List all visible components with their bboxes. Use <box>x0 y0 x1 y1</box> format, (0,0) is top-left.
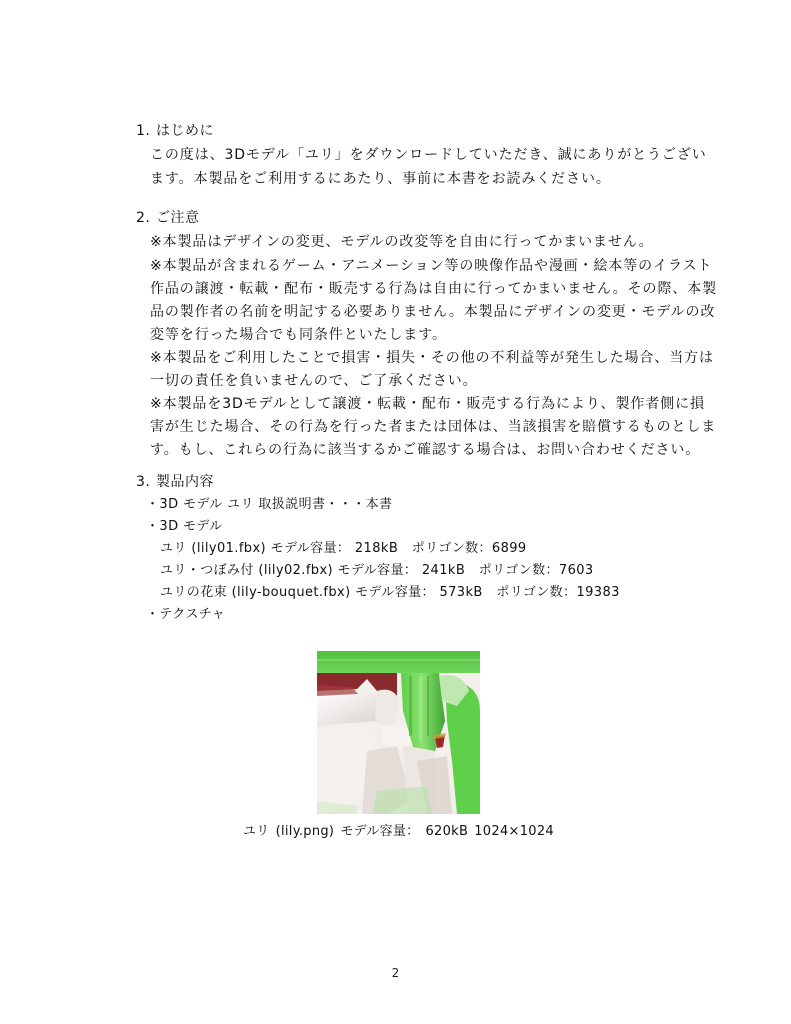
section-number: 3. <box>136 474 151 490</box>
polygon-count: 19383 <box>576 585 620 600</box>
texture-dimensions: 1024×1024 <box>474 824 554 839</box>
model-size-label: モデル容量： <box>337 563 418 578</box>
paragraph-line: ます。本製品をご利用するにあたり、事前に本書をお読みください。 <box>150 171 611 187</box>
paragraph-line: 一切の責任を負いませんので、ご了承ください。 <box>150 373 478 389</box>
model-size: 573kB <box>439 585 483 600</box>
texture-preview-image <box>317 651 480 814</box>
texture-size: 620kB <box>425 824 469 839</box>
model-name: ユリ・つぼみ付 <box>160 563 254 578</box>
model-entry-lily01 <box>160 539 527 559</box>
section-heading-contents <box>136 472 214 492</box>
section-number: 2. <box>136 210 151 226</box>
paragraph-line: 害が生じた場合、その行為を行った者または団体は、当該損害を賠償するものとしま <box>150 419 717 435</box>
page-number: 2 <box>391 966 400 980</box>
model-name: ユリ <box>160 541 187 556</box>
section-title: はじめに <box>156 123 214 139</box>
content-list-item-manual: ・3D モデル ユリ 取扱説明書・・・本書 <box>146 497 393 512</box>
paragraph-line: 変等を行った場合でも同条件といたします。 <box>150 327 447 343</box>
section-title: ご注意 <box>156 210 200 226</box>
paragraph-line: ※本製品が含まれるゲーム・アニメーション等の映像作品や漫画・絵本等のイラスト <box>150 258 713 274</box>
texture-file: (lily.png) <box>275 824 335 839</box>
paragraph-line: す。もし、これらの行為に該当するかご確認する場合は、お問い合わせください。 <box>150 442 701 458</box>
paragraph-line: 作品の譲渡・転載・配布・販売する行為は自由に行ってかまいません。その際、本製 <box>150 281 718 297</box>
paragraph-line: 品の製作者の名前を明記する必要ありません。本製品にデザインの変更・モデルの改 <box>150 304 716 320</box>
polygon-label: ポリゴン数： <box>478 563 559 578</box>
section-number: 1. <box>136 123 151 139</box>
paragraph-line: ※本製品を3Dモデルとして譲渡・転載・配布・販売する行為により、製作者側に損 <box>150 396 705 412</box>
polygon-count: 7603 <box>558 563 594 578</box>
section-heading-introduction <box>136 121 214 141</box>
paragraph-line: ※本製品をご利用したことで損害・損失・その他の不利益等が発生した場合、当方は <box>150 350 714 366</box>
texture-size-label: モデル容量： <box>340 824 420 839</box>
polygon-count: 6899 <box>491 541 527 556</box>
section-title: 製品内容 <box>156 474 214 490</box>
model-size-label: モデル容量： <box>270 541 351 556</box>
content-list-item-texture: ・テクスチャ <box>146 607 226 622</box>
texture-name: ユリ <box>243 824 270 839</box>
polygon-label: ポリゴン数： <box>496 585 577 600</box>
model-size: 218kB <box>354 541 399 556</box>
model-file: (lily01.fbx) <box>191 541 267 556</box>
texture-caption <box>0 822 791 842</box>
model-name: ユリの花束 <box>160 585 228 600</box>
model-file: (lily02.fbx) <box>258 563 334 578</box>
model-file: (lily-bouquet.fbx) <box>231 585 351 600</box>
model-entry-lily02 <box>160 561 594 581</box>
model-size: 241kB <box>421 563 466 578</box>
polygon-label: ポリゴン数： <box>411 541 492 556</box>
model-size-label: モデル容量： <box>355 585 435 600</box>
section-heading-notice <box>136 208 200 228</box>
paragraph-line: ※本製品はデザインの変更、モデルの改変等を自由に行ってかまいません。 <box>150 234 654 250</box>
content-list-item-3d-model: ・3D モデル <box>146 519 223 534</box>
model-entry-lily-bouquet <box>160 583 620 603</box>
paragraph-line: この度は、3Dモデル「ユリ」をダウンロードしていただき、誠にありがとうござい <box>150 147 707 163</box>
